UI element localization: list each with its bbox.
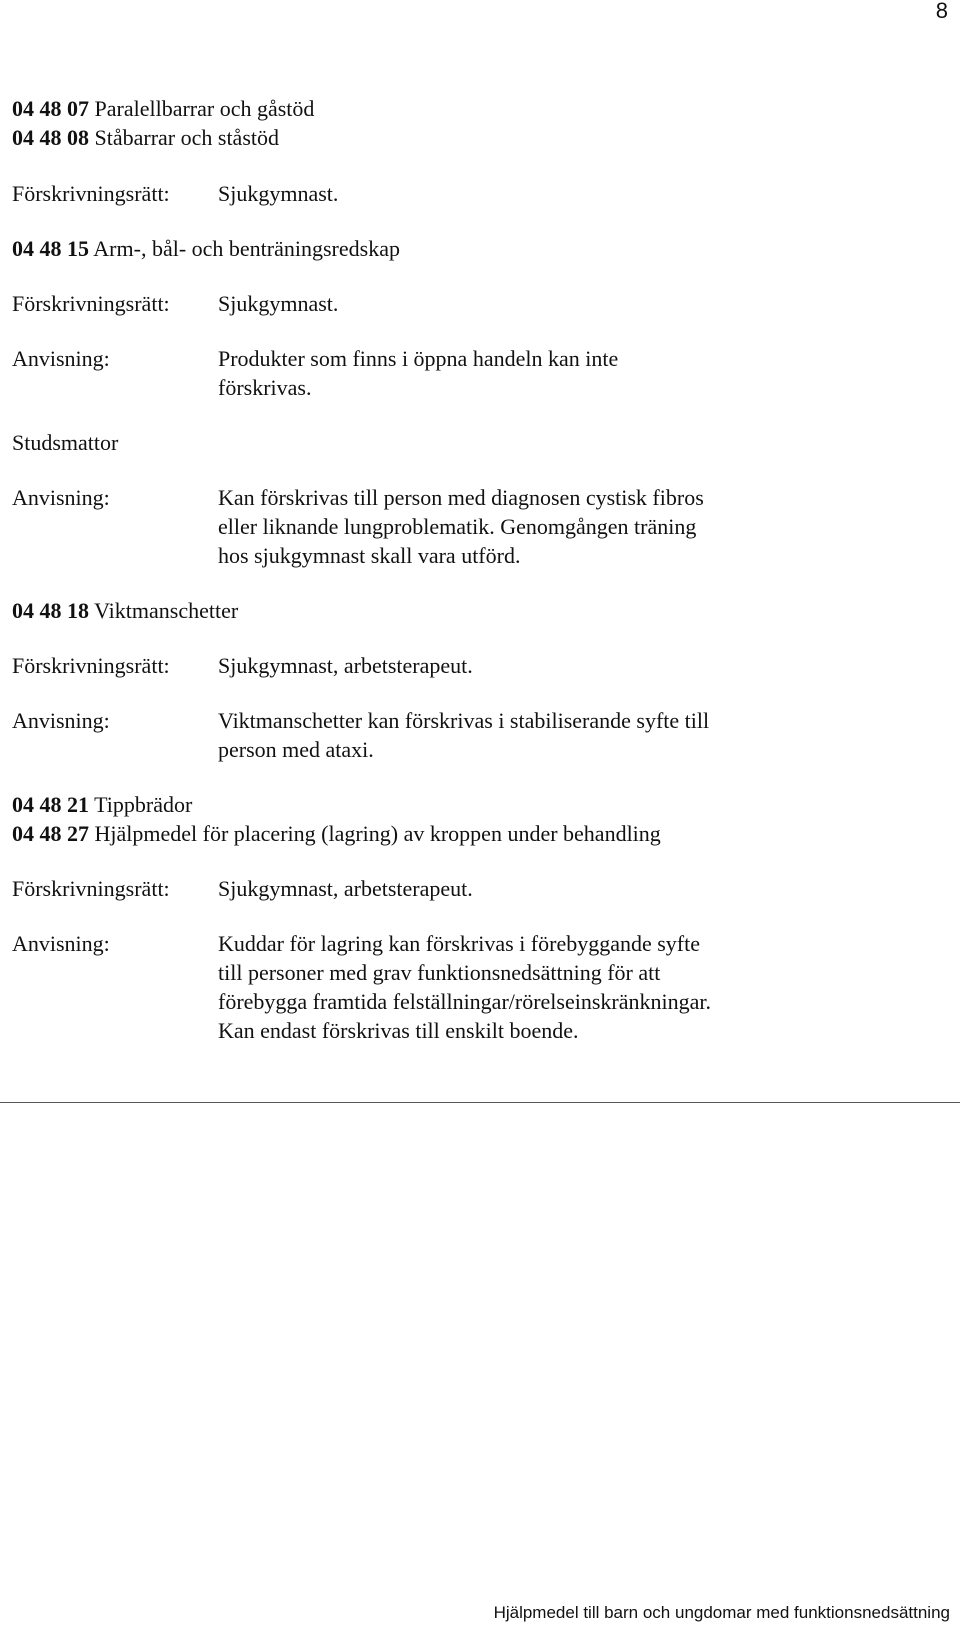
article-code: 04 48 18 bbox=[12, 598, 89, 623]
instruction-text bbox=[218, 929, 778, 1045]
section-heading bbox=[12, 790, 932, 819]
page-number: 8 bbox=[935, 0, 948, 23]
prescription-label: Förskrivningsrätt: bbox=[12, 291, 170, 316]
article-title: Viktmanschetter bbox=[94, 598, 239, 623]
prescription-label: Förskrivningsrätt: bbox=[12, 653, 170, 678]
article-title: Arm-, bål- och benträningsredskap bbox=[93, 236, 400, 261]
instruction-row bbox=[12, 706, 932, 764]
prescription-row bbox=[12, 289, 932, 318]
instruction-label: Anvisning: bbox=[12, 485, 110, 510]
prescription-row bbox=[12, 651, 932, 680]
instruction-line: förskrivas. bbox=[218, 375, 312, 400]
section-heading bbox=[12, 123, 932, 152]
article-title: Tippbrädor bbox=[94, 792, 193, 817]
instruction-line: till personer med grav funktionsnedsättning för att bbox=[218, 960, 661, 985]
prescription-value: Sjukgymnast, arbetsterapeut. bbox=[218, 876, 473, 901]
article-title: Hjälpmedel för placering (lagring) av kroppen under behandling bbox=[94, 821, 661, 846]
instruction-label: Anvisning: bbox=[12, 708, 110, 733]
section-heading bbox=[12, 596, 932, 625]
prescription-value: Sjukgymnast. bbox=[218, 291, 339, 316]
document-body bbox=[12, 94, 932, 1045]
instruction-row bbox=[12, 344, 932, 402]
instruction-line: Kan endast förskrivas till enskilt boende. bbox=[218, 1018, 579, 1043]
instruction-line: Kuddar för lagring kan förskrivas i förebyggande syfte bbox=[218, 931, 701, 956]
article-title: Paralellbarrar och gåstöd bbox=[94, 96, 315, 121]
instruction-line: hos sjukgymnast skall vara utförd. bbox=[218, 543, 521, 568]
instruction-text bbox=[218, 706, 778, 764]
instruction-row bbox=[12, 483, 932, 570]
prescription-row bbox=[12, 874, 932, 903]
article-code: 04 48 15 bbox=[12, 236, 89, 261]
instruction-line: Kan förskrivas till person med diagnosen cystisk fibros bbox=[218, 485, 704, 510]
page-footer: Hjälpmedel till barn och ungdomar med funktionsnedsättning bbox=[493, 1603, 950, 1622]
prescription-value: Sjukgymnast. bbox=[218, 181, 339, 206]
subheading: Studsmattor bbox=[12, 430, 119, 455]
article-code: 04 48 07 bbox=[12, 96, 89, 121]
instruction-line: eller liknande lungproblematik. Genomgången träning bbox=[218, 514, 697, 539]
prescription-label: Förskrivningsrätt: bbox=[12, 181, 170, 206]
instruction-line: förebygga framtida felställningar/rörelseinskränkningar. bbox=[218, 989, 711, 1014]
article-title: Ståbarrar och ståstöd bbox=[94, 125, 279, 150]
prescription-label: Förskrivningsrätt: bbox=[12, 876, 170, 901]
instruction-label: Anvisning: bbox=[12, 931, 110, 956]
article-code: 04 48 27 bbox=[12, 821, 89, 846]
section-heading bbox=[12, 819, 932, 848]
section-heading bbox=[12, 94, 932, 123]
article-code: 04 48 08 bbox=[12, 125, 89, 150]
instruction-row bbox=[12, 929, 932, 1045]
article-code: 04 48 21 bbox=[12, 792, 89, 817]
section-heading bbox=[12, 234, 932, 263]
instruction-line: Produkter som finns i öppna handeln kan inte bbox=[218, 346, 619, 371]
instruction-text bbox=[218, 344, 778, 402]
instruction-text bbox=[218, 483, 778, 570]
instruction-line: Viktmanschetter kan förskrivas i stabiliserande syfte till bbox=[218, 708, 710, 733]
prescription-row bbox=[12, 179, 932, 208]
horizontal-divider bbox=[0, 1102, 960, 1103]
instruction-label: Anvisning: bbox=[12, 346, 110, 371]
instruction-line: person med ataxi. bbox=[218, 737, 374, 762]
prescription-value: Sjukgymnast, arbetsterapeut. bbox=[218, 653, 473, 678]
